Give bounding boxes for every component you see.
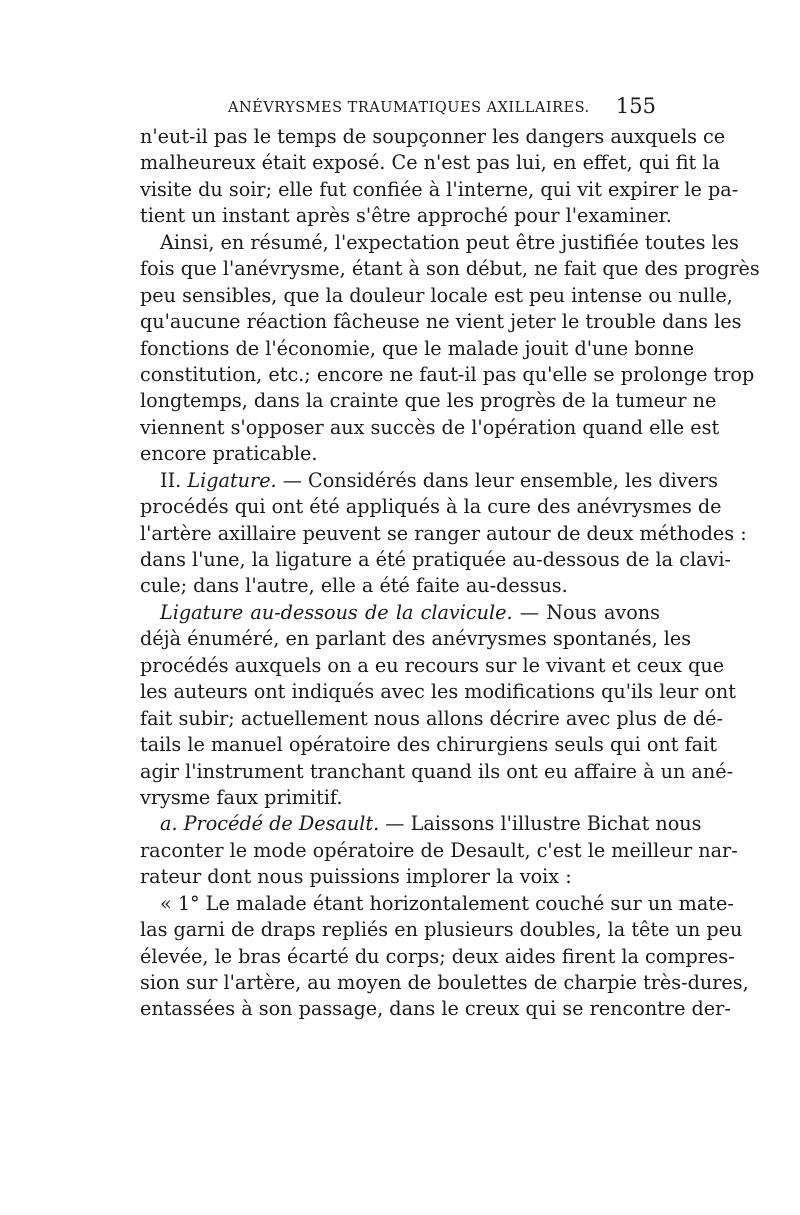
text-line: dans l'une, la ligature a été pratiquée au-dessous de la clavi- bbox=[140, 548, 731, 571]
text-line: qu'aucune réaction fâcheuse ne vient jeter le trouble dans les bbox=[140, 310, 742, 334]
text-line: fait subir; actuellement nous allons décrire avec plus de dé- bbox=[140, 706, 723, 730]
section-heading-line bbox=[140, 811, 702, 837]
text-line: peu sensibles, que la douleur locale est peu intense ou nulle, bbox=[140, 283, 733, 307]
text-line: encore praticable. bbox=[140, 442, 318, 466]
text-line: fonctions de l'économie, que le malade jouit d'une bonne bbox=[140, 336, 695, 360]
running-title: ANÉVRYSMES TRAUMATIQUES AXILLAIRES. bbox=[228, 100, 590, 116]
text-line: l'artère axillaire peuvent se ranger autour de deux méthodes : bbox=[140, 521, 747, 545]
text-line: las garni de draps repliés en plusieurs doubles, la tête un peu bbox=[140, 918, 743, 942]
text-line: fois que l'anévrysme, étant à son début, ne fait que des progrès bbox=[140, 257, 760, 281]
text-line: rateur dont nous puissions implorer la voix : bbox=[140, 865, 572, 889]
text-line: Ainsi, en résumé, l'expectation peut être justifiée toutes les bbox=[160, 230, 739, 254]
text-line: procédés qui ont été appliqués à la cure des anévrysmes de bbox=[140, 495, 722, 519]
text-line: tient un instant après s'être approché pour l'examiner. bbox=[140, 204, 672, 228]
text-line: visite du soir; elle fut confiée à l'interne, qui vit expirer le pa- bbox=[140, 177, 739, 201]
text-line: viennent s'opposer aux succès de l'opération quand elle est bbox=[140, 415, 720, 439]
text-line: constitution, etc.; encore ne faut-il pas qu'elle se prolonge trop bbox=[140, 362, 755, 386]
text-line: sion sur l'artère, au moyen de boulettes de charpie très-dures, bbox=[140, 971, 749, 994]
page-header bbox=[140, 94, 656, 124]
text-line: n'eut-il pas le temps de soupçonner les dangers auxquels ce bbox=[140, 125, 726, 148]
text-line: tails le manuel opératoire des chirurgiens seuls qui ont fait bbox=[140, 733, 717, 757]
text-line: longtemps, dans la crainte que les progrès de la tumeur ne bbox=[140, 389, 717, 413]
section-heading-line bbox=[140, 468, 719, 494]
page-number: 155 bbox=[615, 94, 656, 118]
text-line: vrysme faux primitif. bbox=[140, 785, 343, 809]
text-line: raconter le mode opératoire de Desault, c'est le meilleur nar- bbox=[140, 838, 738, 862]
text-line: agir l'instrument tranchant quand ils ont eu affaire à un ané- bbox=[140, 759, 734, 783]
text-line: « 1° Le malade étant horizontalement couché sur un mate- bbox=[160, 891, 734, 915]
body-text bbox=[140, 124, 760, 1023]
text-line: déjà énuméré, en parlant des anévrysmes spontanés, les bbox=[140, 627, 692, 651]
section-title: Ligature au-dessous de la clavicule. bbox=[160, 600, 513, 624]
section-heading-line bbox=[140, 600, 660, 626]
line-text: — Considérés dans leur ensemble, les divers bbox=[276, 468, 719, 492]
section-title: a. Procédé de Desault. bbox=[160, 812, 380, 836]
line-prefix: II. bbox=[160, 468, 188, 492]
text-line: malheureux était exposé. Ce n'est pas lui, en effet, qui fit la bbox=[140, 151, 720, 175]
line-text: — Laissons l'illustre Bichat nous bbox=[379, 812, 702, 836]
text-line: procédés auxquels on a eu recours sur le vivant et ceux que bbox=[140, 653, 725, 677]
text-line: les auteurs ont indiqués avec les modifications qu'ils leur ont bbox=[140, 680, 736, 704]
section-title: Ligature. bbox=[187, 468, 277, 492]
text-line: entassées à son passage, dans le creux qui se rencontre der- bbox=[140, 997, 731, 1021]
text-line: cule; dans l'autre, elle a été faite au-dessus. bbox=[140, 574, 568, 598]
line-text: — Nous avons bbox=[512, 600, 660, 624]
text-line: élevée, le bras écarté du corps; deux aides firent la compres- bbox=[140, 944, 735, 968]
